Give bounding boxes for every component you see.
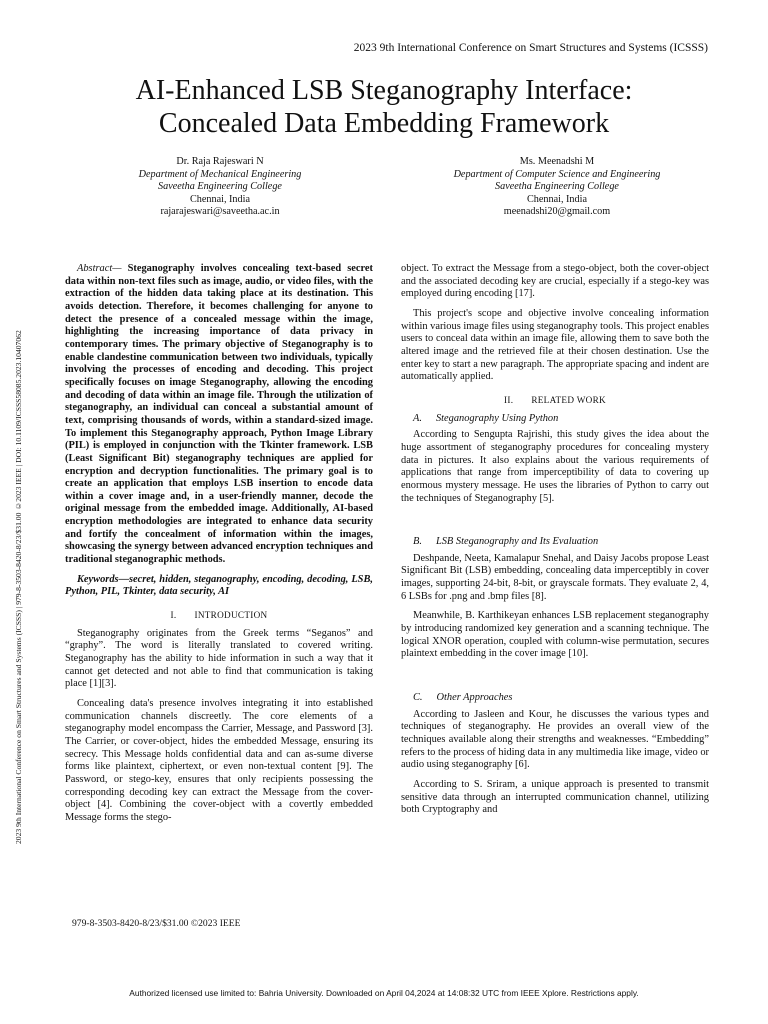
- author-email: rajarajeswari@saveetha.ac.in: [160, 206, 280, 218]
- related-paragraph-b2: Meanwhile, B. Karthikeyan enhances LSB replacement steganography by introducing randomized key generation and a scanning technique. The logical XNOR operation, coupled with column-wise permutation, secures plaintext embedding in the cover image [10].: [401, 610, 709, 660]
- author-institution: Saveetha Engineering College: [158, 181, 282, 193]
- keywords: [65, 574, 373, 599]
- license-notice: Authorized licensed use limited to: Bahria University. Downloaded on April 04,2024 at 14:08:32 UTC from IEEE Xplore. Restrictions apply.: [129, 988, 639, 998]
- left-column: [65, 263, 373, 832]
- right-paragraph-1: object. To extract the Message from a stego-object, both the cover-object and the associated decoding key are crucial, especially if a stego-key was employed during encoding [17].: [401, 263, 709, 300]
- right-column: [401, 263, 709, 824]
- related-paragraph-c2: According to S. Sriram, a unique approach is presented to transmit sensitive data through an interrupted communication channel, utilizing both Cryptography and: [401, 779, 709, 816]
- abstract: [65, 263, 373, 567]
- intro-paragraph-2: Concealing data's presence involves integrating it into established communication channels discreetly. The core elements of a steganography model encompass the Carrier, Message, and Password [3]. The Carrier, or cover-object, hides the embedded Message, ensuring its secrecy. This Message holds confidential data and can as-sume diverse forms like plaintext, ciphertext, or even non-textual content [9]. The Password, or stego-key, ensures that only recipients possessing the corresponding decoding key can extract the Message from the cover-object [4]. Combining the cover-object with a covertly embedded Message forms the stego-: [65, 698, 373, 823]
- doi-sidebar: 2023 9th International Conference on Smart Structures and Systems (ICSSS) | 979-8-3503-8420-8/23/$31.00 ©2023 IEEE | DOI: 10.1109/ICSSS58085.2023.10407062: [14, 330, 23, 844]
- conference-header: 2023 9th International Conference on Smart Structures and Systems (ICSSS): [353, 42, 708, 54]
- author-name: Ms. Meenadshi M: [519, 156, 595, 167]
- intro-paragraph-1: Steganography originates from the Greek terms “Seganos” and “graphy”. The word is literally translated to covered writing. Steganography has the ability to hide information in such a way that it cannot get detected and not able to find that communication is taking place [1][3].: [65, 627, 373, 690]
- author-name: Dr. Raja Rajeswari N: [176, 156, 264, 167]
- author-location: Chennai, India: [190, 193, 250, 205]
- title-line-2: Concealed Data Embedding Framework: [158, 108, 610, 139]
- keywords-text: secret, hidden, steganography, encoding, decoding, LSB, Python, PIL, Tkinter, data security, AI: [65, 573, 373, 598]
- author-location: Chennai, India: [527, 193, 587, 205]
- author-department: Department of Mechanical Engineering: [138, 168, 302, 180]
- copyright-line: 979-8-3503-8420-8/23/$31.00 ©2023 IEEE: [72, 918, 241, 929]
- subsection-heading-c: C. Other Approaches: [413, 692, 513, 704]
- paper-title: [0, 74, 768, 140]
- keywords-label: Keywords—: [77, 573, 129, 585]
- title-line-1: AI-Enhanced LSB Steganography Interface:: [135, 75, 633, 106]
- related-paragraph-b1: Deshpande, Neeta, Kamalapur Snehal, and Daisy Jacobs propose Least Significant Bit (LSB) embedding, concealing data imperceptibly in cover images, supporting 24-bit, 8-bit, or grayscale formats. They evaluate 2, 4, 6 LSBs for .png and .bmp files [8].: [401, 552, 709, 602]
- author-email: meenadshi20@gmail.com: [503, 206, 611, 218]
- author-block-1: [70, 156, 370, 219]
- section-heading-related-work: II. RELATED WORK: [504, 394, 606, 405]
- subsection-heading-a: A. Steganography Using Python: [413, 412, 559, 424]
- author-block-2: [407, 156, 707, 219]
- right-paragraph-2: This project's scope and objective involve concealing information within various image files using steganography tools. This project enables users to conceal data within an image file, allowing them to save both the altered image and the retrieved file at their chosen destination. Use the enter key to start a new paragraph. The appropriate spacing and indent are automatically applied.: [401, 307, 710, 383]
- related-paragraph-a: According to Sengupta Rajrishi, this study gives the idea about the huge assortment of steganography procedures for concealing mystery data in pictures. It also explains about the various requirements of applications that range from imperceptibility of data to covering up enormous mystery message. He uses the libraries of Python to carry out the techniques of Steganography [5].: [401, 429, 709, 504]
- author-institution: Saveetha Engineering College: [495, 181, 619, 193]
- subsection-heading-b: B. LSB Steganography and Its Evaluation: [413, 536, 599, 548]
- abstract-label: Abstract—: [77, 263, 122, 274]
- author-department: Department of Computer Science and Engineering: [453, 168, 661, 180]
- abstract-text: Steganography involves concealing text-based secret data within non-text files such as image, audio, or video files, with the extraction of the hidden data taking place at its destination. This avoids detection. Therefore, it becomes challenging for anyone to detect the presence of a concealed message within the image, highlighting the increasing importance of data privacy in contemporary times. The primary objective of Steganography is to enable clandestine communication between two individuals, typically involving the processes of encoding and decoding. This project specifically focuses on image Steganography, allowing the encoding and decoding of data within an image file. Through the utilization of steganography, an individual can conceal a substantial amount of text, comprising thousands of words, within a standard-sized image. To implement this Steganography approach, Python Image Library (PIL) is employed in conjunction with the Tkinter framework. LSB (Least Significant Bit) steganography techniques are applied for encryption and decryption functionalities. The primary goal is to create an application that employs LSB insertion to encode data within a cover image and, in a user-friendly manner, decode the original message from the embedded image. Additionally, AI-based encryption methodologies are integrated to enhance data security and fortify the concealment of information within the images, showcasing the synergy between advanced encryption techniques and traditional steganographic methods.: [65, 263, 373, 566]
- section-heading-introduction: I. INTRODUCTION: [170, 610, 268, 621]
- related-paragraph-c1: According to Jasleen and Kour, he discusses the various types and techniques of steganography. He provides an overall view of the techniques available along their strengths and weaknesses. “Embedding” refers to the process of hiding data in any multimedia like image, video or audio using steganography [6].: [401, 708, 709, 771]
